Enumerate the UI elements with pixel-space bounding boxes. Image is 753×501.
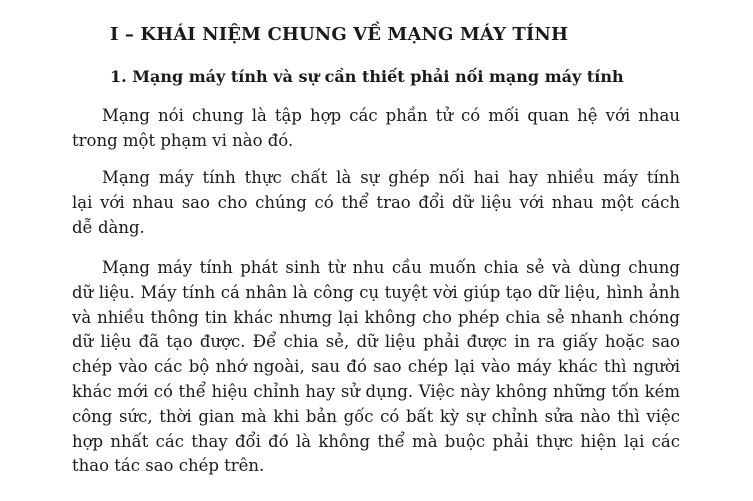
paragraph-line: và nhiều thông tin khác nhưng lại không cho phép chia sẻ nhanh chóng <box>72 307 680 327</box>
paragraph-line: dữ liệu đã tạo được. Để chia sẻ, dữ liệu phải được in ra giấy hoặc sao <box>72 332 680 352</box>
paragraph-line: Mạng máy tính thực chất là sự ghép nối hai hay nhiều máy tính <box>102 168 680 187</box>
paragraph-line: hợp nhất các thay đổi đó là không thể mà buộc phải thực hiện lại các <box>72 431 680 451</box>
paragraph-computer-network <box>72 166 680 240</box>
paragraph-line: dữ liệu. Máy tính cá nhân là công cụ tuyệt vời giúp tạo dữ liệu, hình ảnh <box>72 282 680 302</box>
paragraph-line: Mạng nói chung là tập hợp các phần tử có mối quan hệ với nhau <box>102 106 680 125</box>
chapter-title: I – KHÁI NIỆM CHUNG VỀ MẠNG MÁY TÍNH <box>110 24 569 45</box>
paragraph-line: lại với nhau sao cho chúng có thể trao đổi dữ liệu với nhau một cách <box>72 192 680 212</box>
section-title: 1. Mạng máy tính và sự cần thiết phải nối mạng máy tính <box>110 67 624 86</box>
paragraph-line: Mạng máy tính phát sinh từ nhu cầu muốn chia sẻ và dùng chung <box>102 258 680 277</box>
paragraph-line: thao tác sao chép trên. <box>72 456 265 476</box>
paragraph-line: khác mới có thể hiệu chỉnh hay sử dụng. Việc này không những tốn kém <box>72 381 680 401</box>
paragraph-line: công sức, thời gian mà khi bản gốc có bất kỳ sự chỉnh sửa nào thì việc <box>72 406 680 426</box>
paragraph-line: trong một phạm vi nào đó. <box>72 130 294 150</box>
paragraph-line: chép vào các bộ nhớ ngoài, sau đó sao chép lại vào máy khác thì người <box>72 357 680 377</box>
paragraph-definition <box>72 104 680 154</box>
paragraph-line: dễ dàng. <box>72 217 145 237</box>
paragraph-origin <box>72 256 680 479</box>
